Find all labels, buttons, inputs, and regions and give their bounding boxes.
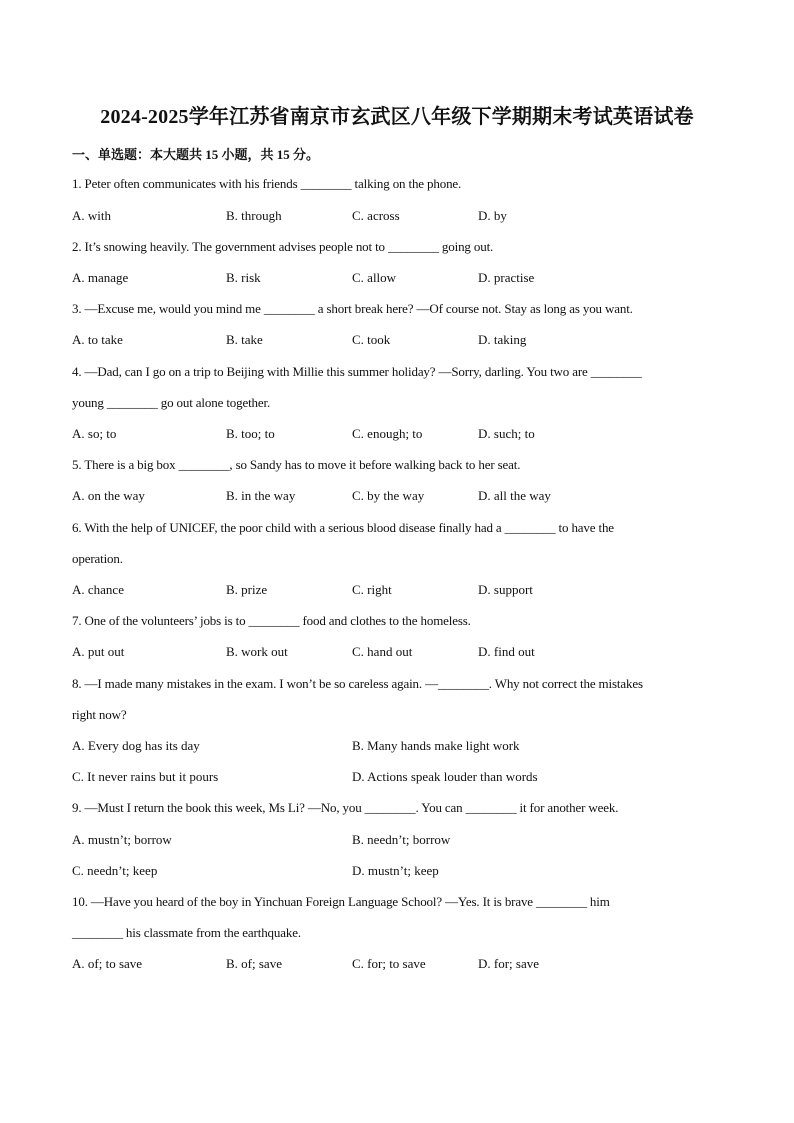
q2-option-c: C. allow bbox=[352, 270, 397, 285]
q3-option-a: A. to take bbox=[72, 332, 123, 347]
q4-option-c: C. enough; to bbox=[352, 426, 423, 441]
question-7: 7. One of the volunteers’ jobs is to ________ food and clothes to the homeless. bbox=[72, 613, 471, 628]
q4-option-a: A. so; to bbox=[72, 426, 117, 441]
question-5: 5. There is a big box ________, so Sandy has to move it before walking back to her seat. bbox=[72, 457, 521, 472]
q3-option-c: C. took bbox=[352, 332, 391, 347]
q6-option-c: C. right bbox=[352, 582, 392, 597]
question-4-line-2: young ________ go out alone together. bbox=[72, 395, 271, 410]
q2-option-d: D. practise bbox=[478, 270, 535, 285]
question-8: 8. —I made many mistakes in the exam. I won’t be so careless again. —________. Why not correct the mistakes bbox=[72, 676, 643, 691]
q10-option-c: C. for; to save bbox=[352, 956, 426, 971]
q6-option-a: A. chance bbox=[72, 582, 124, 597]
q9-option-c: C. needn’t; keep bbox=[72, 863, 158, 878]
q7-option-b: B. work out bbox=[226, 644, 288, 659]
q1-option-c: C. across bbox=[352, 208, 400, 223]
question-10: 10. —Have you heard of the boy in Yinchuan Foreign Language School? —Yes. It is brave ________ him bbox=[72, 894, 610, 909]
question-6: 6. With the help of UNICEF, the poor child with a serious blood disease finally had a ________ to have the bbox=[72, 520, 614, 535]
question-9: 9. —Must I return the book this week, Ms Li? —No, you ________. You can ________ it for another week. bbox=[72, 800, 619, 815]
q10-option-a: A. of; to save bbox=[72, 956, 143, 971]
q5-option-b: B. in the way bbox=[226, 488, 296, 503]
q7-option-a: A. put out bbox=[72, 644, 125, 659]
q9-option-b: B. needn’t; borrow bbox=[352, 832, 451, 847]
q3-option-b: B. take bbox=[226, 332, 263, 347]
question-1: 1. Peter often communicates with his friends ________ talking on the phone. bbox=[72, 176, 462, 191]
q10-option-d: D. for; save bbox=[478, 956, 540, 971]
q1-option-d: D. by bbox=[478, 208, 507, 223]
q6-option-d: D. support bbox=[478, 582, 533, 597]
q10-option-b: B. of; save bbox=[226, 956, 282, 971]
q8-option-a: A. Every dog has its day bbox=[72, 738, 200, 753]
q5-option-c: C. by the way bbox=[352, 488, 425, 503]
q2-option-b: B. risk bbox=[226, 270, 261, 285]
question-10-line-2: ________ his classmate from the earthquake. bbox=[72, 925, 301, 940]
q2-option-a: A. manage bbox=[72, 270, 129, 285]
q9-option-d: D. mustn’t; keep bbox=[352, 863, 439, 878]
q8-option-c: C. It never rains but it pours bbox=[72, 769, 219, 784]
page-title: 2024-2025学年江苏省南京市玄武区八年级下学期期末考试英语试卷 bbox=[100, 106, 694, 128]
question-8-line-2: right now? bbox=[72, 707, 127, 722]
section-heading: 一、单选题：本大题共 15 小题，共 15 分。 bbox=[72, 147, 320, 162]
q7-option-d: D. find out bbox=[478, 644, 535, 659]
question-3: 3. —Excuse me, would you mind me ________ a short break here? —Of course not. Stay as long as you want. bbox=[72, 301, 633, 316]
q4-option-b: B. too; to bbox=[226, 426, 275, 441]
question-6-line-2: operation. bbox=[72, 551, 123, 566]
q1-option-a: A. with bbox=[72, 208, 111, 223]
q5-option-d: D. all the way bbox=[478, 488, 551, 503]
question-2: 2. It’s snowing heavily. The government advises people not to ________ going out. bbox=[72, 239, 494, 254]
q8-option-d: D. Actions speak louder than words bbox=[352, 769, 538, 784]
q7-option-c: C. hand out bbox=[352, 644, 413, 659]
q3-option-d: D. taking bbox=[478, 332, 527, 347]
q4-option-d: D. such; to bbox=[478, 426, 535, 441]
q9-option-a: A. mustn’t; borrow bbox=[72, 832, 172, 847]
question-4: 4. —Dad, can I go on a trip to Beijing with Millie this summer holiday? —Sorry, darling. You two are ________ bbox=[72, 364, 642, 379]
q6-option-b: B. prize bbox=[226, 582, 268, 597]
q5-option-a: A. on the way bbox=[72, 488, 145, 503]
q1-option-b: B. through bbox=[226, 208, 282, 223]
q8-option-b: B. Many hands make light work bbox=[352, 738, 520, 753]
